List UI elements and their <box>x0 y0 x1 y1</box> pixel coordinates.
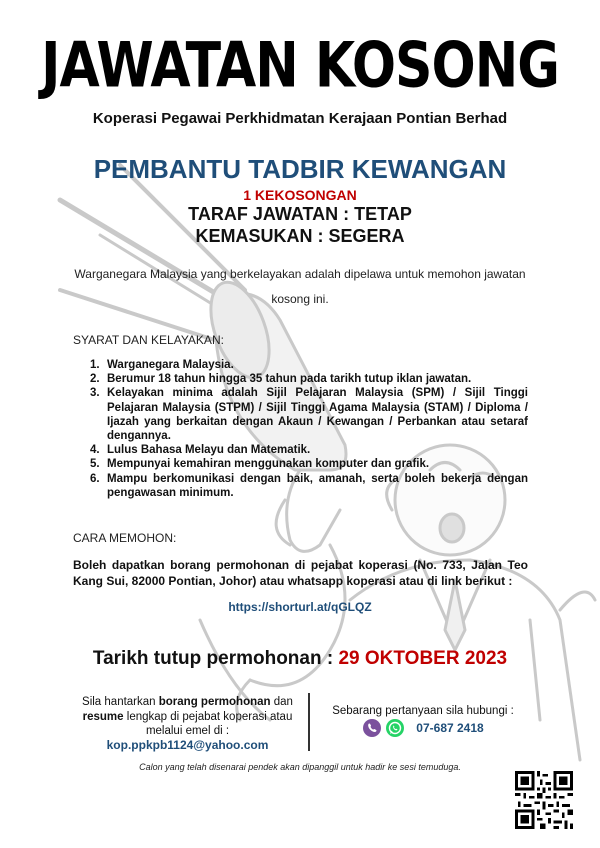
list-item: 3. Kelayakan minima adalah Sijil Pelajaran Malaysia (SPM) / Sijil Tinggi Pelajaran Malaysia (STPM) / Sijil Tinggi Agama Malaysia (STAM) / Diploma / Ijazah yang berkaitan dengan Akaun / Kewangan / Perbankan atau setaraf dengannya. <box>90 387 528 443</box>
submission-note: Sila hantarkan borang permohonan dan resume lengkap di pejabat koperasi atau melalui emel di : <box>82 696 293 737</box>
list-item: 5. Mempunyai kemahiran menggunakan komputer dan grafik. <box>90 458 430 471</box>
closing-date <box>0 648 600 670</box>
organization-name: Koperasi Pegawai Perkhidmatan Kerajaan Pontian Berhad <box>92 110 508 127</box>
job-position: PEMBANTU TADBIR KEWANGAN <box>93 154 507 184</box>
footnote: Calon yang telah disenarai pendek akan dipanggil untuk hadir ke sesi temuduga. <box>139 762 461 772</box>
list-item: 4. Lulus Bahasa Melayu dan Matematik. <box>90 444 311 457</box>
contact-phone[interactable]: 07-687 2418 <box>416 721 484 735</box>
closing-date-value: 29 OKTOBER 2023 <box>338 648 508 669</box>
contact-row <box>318 718 528 738</box>
application-link[interactable]: https://shorturl.at/qGLQZ <box>228 600 372 614</box>
qr-code-icon <box>515 771 573 829</box>
requirements-list <box>90 358 528 500</box>
job-status: TARAF JAWATAN : TETAP <box>188 204 412 224</box>
page-title: JAWATAN KOSONG <box>41 30 559 102</box>
application-text: Boleh dapatkan borang permohonan di pejabat koperasi (No. 733, Jalan Teo Kang Sui, 82000 Pontian, Johor) atau whatsapp koperasi atau di link berikut : <box>73 558 528 588</box>
vacancy-count: 1 KEKOSONGAN <box>243 187 357 203</box>
list-item: 2. Berumur 18 tahun hingga 35 tahun pada tarikh tutup iklan jawatan. <box>90 373 472 386</box>
divider <box>308 693 310 751</box>
contact-email[interactable]: kop.ppkpb1124@yahoo.com <box>106 738 269 752</box>
intro-text: Warganegara Malaysia yang berkelayakan adalah dipelawa untuk memohon jawatan kosong ini. <box>74 267 526 306</box>
closing-date-label: Tarikh tutup permohonan : <box>92 648 339 669</box>
job-entry: KEMASUKAN : SEGERA <box>195 226 405 246</box>
contact-label: Sebarang pertanyaan sila hubungi : <box>332 705 514 717</box>
viber-icon <box>362 718 382 738</box>
application-heading: CARA MEMOHON: <box>73 531 177 545</box>
whatsapp-icon <box>385 718 405 738</box>
requirements-heading: SYARAT DAN KELAYAKAN: <box>73 333 224 347</box>
list-item: 6. Mampu berkomunikasi dengan baik, amanah, serta boleh bekerja dengan pengawasan minimum. <box>90 472 528 499</box>
list-item: 1. Warganegara Malaysia. <box>90 359 234 371</box>
